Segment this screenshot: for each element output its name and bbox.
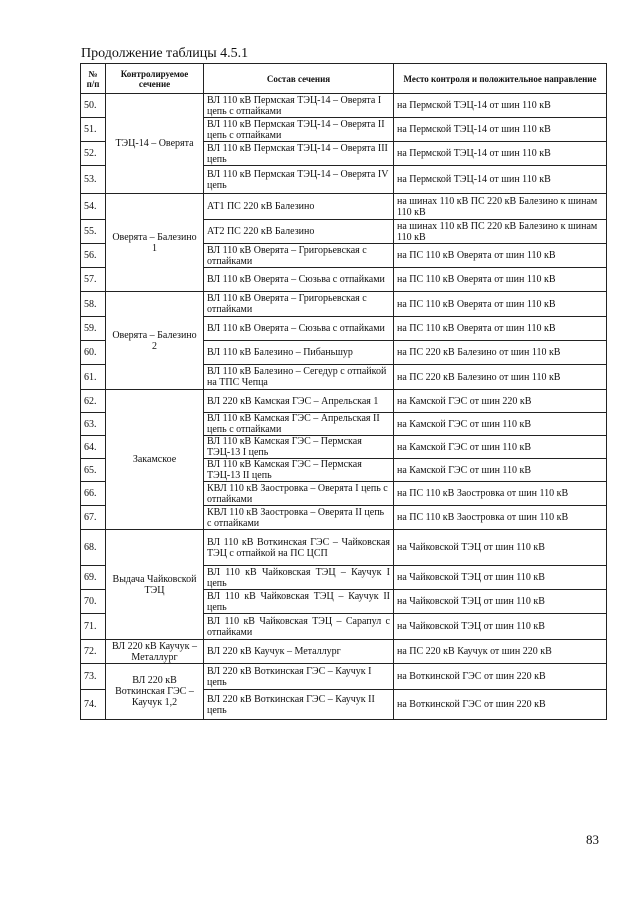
row-number: 73. xyxy=(81,664,106,690)
row-number: 65. xyxy=(81,459,106,482)
control-location: на шинах 110 кВ ПС 220 кВ Балезино к шинам 110 кВ xyxy=(394,220,607,244)
row-number: 61. xyxy=(81,365,106,390)
row-number: 66. xyxy=(81,482,106,506)
section-composition: ВЛ 220 кВ Каучук – Металлург xyxy=(204,640,394,664)
control-location: на Камской ГЭС от шин 110 кВ xyxy=(394,413,607,436)
section-composition: ВЛ 110 кВ Оверята – Сюзьва с отпайками xyxy=(204,268,394,292)
header-num: № п/п xyxy=(81,64,106,94)
table-continuation-title: Продолжение таблицы 4.5.1 xyxy=(81,46,249,61)
row-number: 72. xyxy=(81,640,106,664)
control-location: на ПС 110 кВ Оверята от шин 110 кВ xyxy=(394,317,607,341)
control-location: на ПС 110 кВ Оверята от шин 110 кВ xyxy=(394,292,607,317)
control-location: на Воткинской ГЭС от шин 220 кВ xyxy=(394,690,607,720)
controlled-section: ВЛ 220 кВ Воткинская ГЭС – Каучук 1,2 xyxy=(106,664,204,720)
control-location: на ПС 220 кВ Балезино от шин 110 кВ xyxy=(394,341,607,365)
header-location: Место контроля и положительное направление xyxy=(394,64,607,94)
sections-table xyxy=(80,63,607,720)
row-number: 69. xyxy=(81,566,106,590)
section-composition: ВЛ 110 кВ Оверята – Григорьевская с отпайками xyxy=(204,244,394,268)
controlled-section: ТЭЦ-14 – Оверята xyxy=(106,94,204,194)
page-number: 83 xyxy=(586,832,599,847)
section-composition: ВЛ 220 кВ Воткинская ГЭС – Каучук II цепь xyxy=(204,690,394,720)
row-number: 64. xyxy=(81,436,106,459)
table-row xyxy=(81,194,607,220)
section-composition: ВЛ 110 кВ Пермская ТЭЦ-14 – Оверята I цепь с отпайками xyxy=(204,94,394,118)
control-location: на Пермской ТЭЦ-14 от шин 110 кВ xyxy=(394,142,607,166)
controlled-section: Выдача Чайковской ТЭЦ xyxy=(106,530,204,640)
table-row xyxy=(81,292,607,317)
section-composition: ВЛ 110 кВ Воткинская ГЭС – Чайковская ТЭЦ с отпайкой на ПС ЦСП xyxy=(204,530,394,566)
row-number: 50. xyxy=(81,94,106,118)
control-location: на Чайковской ТЭЦ от шин 110 кВ xyxy=(394,614,607,640)
control-location: на ПС 220 кВ Балезино от шин 110 кВ xyxy=(394,365,607,390)
controlled-section: Оверята – Балезино 1 xyxy=(106,194,204,292)
header-composition: Состав сечения xyxy=(204,64,394,94)
section-composition: ВЛ 110 кВ Камская ГЭС – Пермская ТЭЦ-13 I цепь xyxy=(204,436,394,459)
control-location: на ПС 110 кВ Оверята от шин 110 кВ xyxy=(394,244,607,268)
section-composition: ВЛ 110 кВ Балезино – Пибаньшур xyxy=(204,341,394,365)
table-row xyxy=(81,640,607,664)
section-composition: АТ2 ПС 220 кВ Балезино xyxy=(204,220,394,244)
row-number: 54. xyxy=(81,194,106,220)
row-number: 60. xyxy=(81,341,106,365)
section-composition: ВЛ 110 кВ Чайковская ТЭЦ – Каучук II цепь xyxy=(204,590,394,614)
control-location: на Пермской ТЭЦ-14 от шин 110 кВ xyxy=(394,166,607,194)
control-location: на ПС 110 кВ Заостровка от шин 110 кВ xyxy=(394,482,607,506)
table-row xyxy=(81,390,607,413)
control-location: на ПС 110 кВ Оверята от шин 110 кВ xyxy=(394,268,607,292)
control-location: на Чайковской ТЭЦ от шин 110 кВ xyxy=(394,590,607,614)
section-composition: ВЛ 110 кВ Чайковская ТЭЦ – Сарапул с отпайками xyxy=(204,614,394,640)
control-location: на Пермской ТЭЦ-14 от шин 110 кВ xyxy=(394,94,607,118)
row-number: 59. xyxy=(81,317,106,341)
section-composition: ВЛ 110 кВ Балезино – Сегедур с отпайкой на ТПС Чепца xyxy=(204,365,394,390)
row-number: 63. xyxy=(81,413,106,436)
control-location: на Камской ГЭС от шин 110 кВ xyxy=(394,436,607,459)
row-number: 55. xyxy=(81,220,106,244)
row-number: 58. xyxy=(81,292,106,317)
table-row xyxy=(81,530,607,566)
controlled-section: Закамское xyxy=(106,390,204,530)
control-location: на Чайковской ТЭЦ от шин 110 кВ xyxy=(394,530,607,566)
section-composition: ВЛ 220 кВ Воткинская ГЭС – Каучук I цепь xyxy=(204,664,394,690)
table-row xyxy=(81,664,607,690)
row-number: 62. xyxy=(81,390,106,413)
row-number: 57. xyxy=(81,268,106,292)
row-number: 68. xyxy=(81,530,106,566)
header-section: Контролируемое сечение xyxy=(106,64,204,94)
control-location: на шинах 110 кВ ПС 220 кВ Балезино к шинам 110 кВ xyxy=(394,194,607,220)
row-number: 52. xyxy=(81,142,106,166)
section-composition: КВЛ 110 кВ Заостровка – Оверята I цепь с отпайками xyxy=(204,482,394,506)
table-body xyxy=(81,94,607,720)
control-location: на ПС 220 кВ Каучук от шин 220 кВ xyxy=(394,640,607,664)
section-composition: ВЛ 110 кВ Камская ГЭС – Пермская ТЭЦ-13 II цепь xyxy=(204,459,394,482)
section-composition: ВЛ 110 кВ Пермская ТЭЦ-14 – Оверята IV цепь xyxy=(204,166,394,194)
section-composition: ВЛ 110 кВ Пермская ТЭЦ-14 – Оверята II цепь с отпайками xyxy=(204,118,394,142)
section-composition: КВЛ 110 кВ Заостровка – Оверята II цепь с отпайками xyxy=(204,506,394,530)
section-composition: ВЛ 110 кВ Оверята – Сюзьва с отпайками xyxy=(204,317,394,341)
row-number: 56. xyxy=(81,244,106,268)
control-location: на ПС 110 кВ Заостровка от шин 110 кВ xyxy=(394,506,607,530)
controlled-section: Оверята – Балезино 2 xyxy=(106,292,204,390)
control-location: на Воткинской ГЭС от шин 220 кВ xyxy=(394,664,607,690)
section-composition: АТ1 ПС 220 кВ Балезино xyxy=(204,194,394,220)
row-number: 51. xyxy=(81,118,106,142)
row-number: 67. xyxy=(81,506,106,530)
row-number: 74. xyxy=(81,690,106,720)
section-composition: ВЛ 110 кВ Оверята – Григорьевская с отпайками xyxy=(204,292,394,317)
table-header-row xyxy=(81,64,607,94)
section-composition: ВЛ 220 кВ Камская ГЭС – Апрельская 1 xyxy=(204,390,394,413)
section-composition: ВЛ 110 кВ Пермская ТЭЦ-14 – Оверята III цепь xyxy=(204,142,394,166)
section-composition: ВЛ 110 кВ Чайковская ТЭЦ – Каучук I цепь xyxy=(204,566,394,590)
control-location: на Камской ГЭС от шин 220 кВ xyxy=(394,390,607,413)
controlled-section: ВЛ 220 кВ Каучук – Металлург xyxy=(106,640,204,664)
table-row xyxy=(81,94,607,118)
control-location: на Чайковской ТЭЦ от шин 110 кВ xyxy=(394,566,607,590)
row-number: 71. xyxy=(81,614,106,640)
control-location: на Пермской ТЭЦ-14 от шин 110 кВ xyxy=(394,118,607,142)
control-location: на Камской ГЭС от шин 110 кВ xyxy=(394,459,607,482)
section-composition: ВЛ 110 кВ Камская ГЭС – Апрельская II цепь с отпайками xyxy=(204,413,394,436)
row-number: 53. xyxy=(81,166,106,194)
row-number: 70. xyxy=(81,590,106,614)
